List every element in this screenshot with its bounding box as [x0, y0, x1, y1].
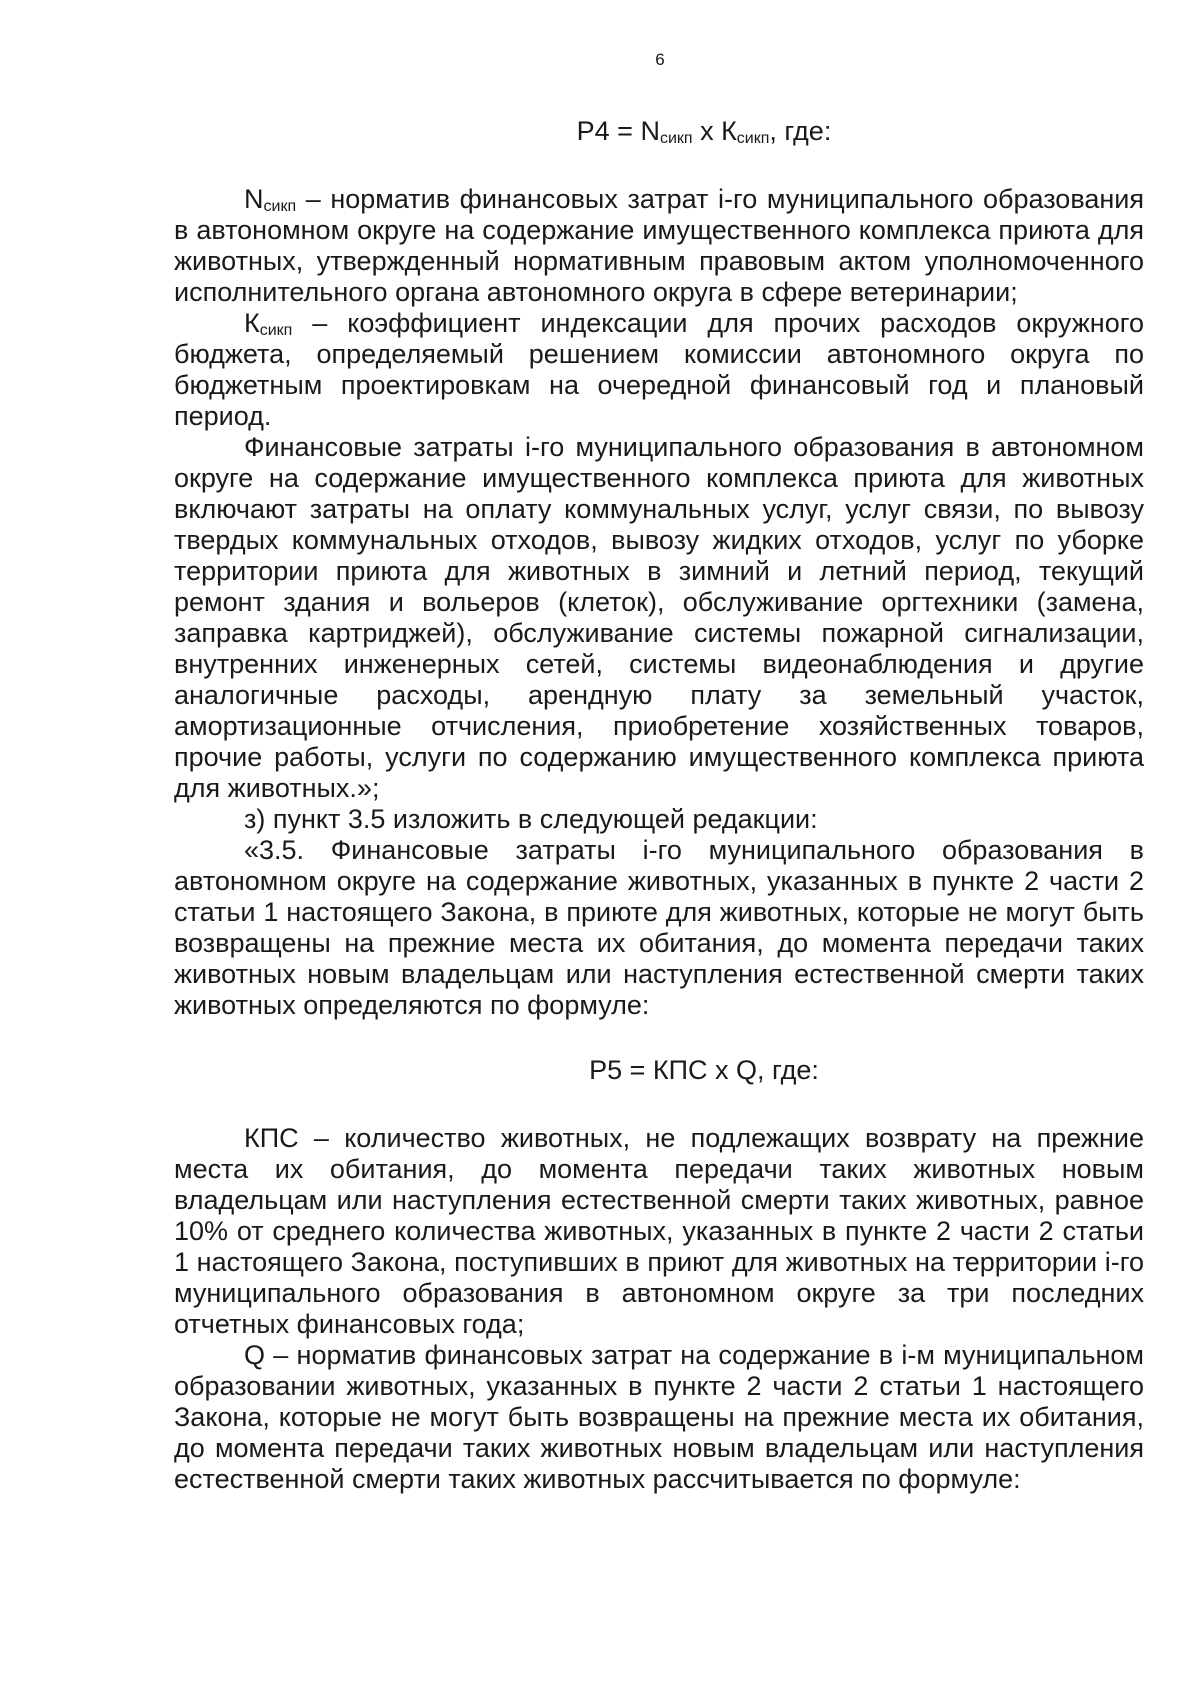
- formula-p4-tail: , где:: [769, 116, 832, 146]
- definition-k-sub: сикп: [259, 322, 293, 339]
- definition-k-text: – коэффициент индексации для прочих расходов окружного бюджета, определяемый решением комиссии автономного округа по бюджетным проектировкам на очередной финансовый год и плановый период.: [174, 308, 1144, 431]
- definition-q: Q – норматив финансовых затрат на содержание в i-м муниципальном образовании животных, указанных в пункте 2 части 2 статьи 1 настоящего Закона, которые не могут быть возвращены на прежние места их обитания, до момента передачи таких животных новым владельцам или наступления естественной смерти таких животных рассчитывается по формуле:: [174, 1340, 1144, 1494]
- formula-p4: [174, 116, 1144, 147]
- formula-p4-lhs: Р4 = N: [576, 116, 660, 146]
- definition-k-sikp: [174, 308, 1144, 432]
- definition-k-symbol: К: [244, 308, 260, 338]
- formula-p4-sub1: сикп: [659, 130, 693, 147]
- definition-n-sub: сикп: [263, 198, 297, 215]
- definition-n-symbol: N: [244, 184, 264, 214]
- definition-n-sikp: [174, 184, 1144, 308]
- page-number: 6: [655, 50, 665, 69]
- formula-p4-mid: х К: [692, 116, 737, 146]
- document-body: [174, 116, 1144, 1495]
- formula-p5: Р5 = КПС х Q, где:: [589, 1055, 819, 1085]
- definition-kps: КПС – количество животных, не подлежащих возврату на прежние места их обитания, до момента передачи таких животных новым владельцам или наступления естественной смерти таких животных, равное 10% от среднего количества животных, указанных в пункте 2 части 2 статьи 1 настоящего Закона, поступивших в приют для животных на территории i-го муниципального образования в автономном округе за три последних отчетных финансовых года;: [174, 1123, 1144, 1339]
- formula-p4-sub2: сикп: [736, 130, 770, 147]
- definition-n-text: – норматив финансовых затрат i-го муниципального образования в автономном округе на содержание имущественного комплекса приюта для животных, утвержденный нормативным правовым актом уполномоченного исполнительного органа автономного округа в сфере ветеринарии;: [174, 184, 1144, 307]
- paragraph-costs-composition: Финансовые затраты i-го муниципального образования в автономном округе на содержание имущественного комплекса приюта для животных включают затраты на оплату коммунальных услуг, услуг связи, по вывозу твердых коммунальных отходов, вывозу жидких отходов, услуг по уборке территории приюта для животных в зимний и летний период, текущий ремонт здания и вольеров (клеток), обслуживание оргтехники (замена, заправка картриджей), обслуживание системы пожарной сигнализации, внутренних инженерных сетей, системы видеонаблюдения и другие аналогичные расходы, арендную плату за земельный участок, амортизационные отчисления, приобретение хозяйственных товаров, прочие работы, услуги по содержанию имущественного комплекса приюта для животных.»;: [174, 432, 1144, 803]
- paragraph-item-z: з) пункт 3.5 изложить в следующей редакции:: [244, 804, 818, 834]
- paragraph-clause-3-5: «3.5. Финансовые затраты i-го муниципального образования в автономном округе на содержание животных, указанных в пункте 2 части 2 статьи 1 настоящего Закона, в приюте для животных, которые не могут быть возвращены на прежние места их обитания, до момента передачи таких животных новым владельцам или наступления естественной смерти таких животных определяются по формуле:: [174, 835, 1144, 1020]
